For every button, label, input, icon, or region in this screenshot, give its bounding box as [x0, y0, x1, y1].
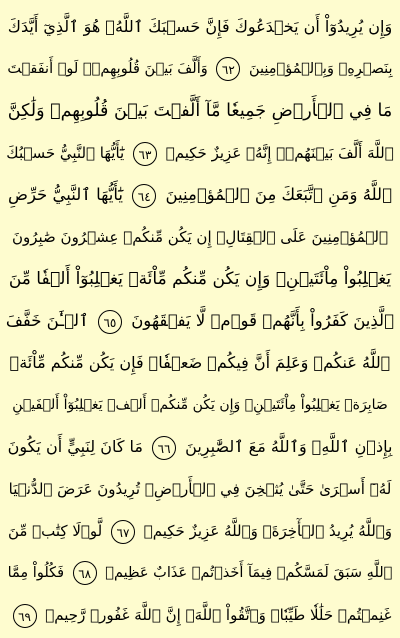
text-line-14 [6, 552, 394, 594]
text-line-5 [6, 174, 394, 216]
ayah-number-marker: ٦٢ [216, 57, 240, 81]
text-line-12 [6, 468, 394, 510]
text-line-4 [6, 132, 394, 174]
text-line-6 [6, 216, 394, 258]
text-line-9 [6, 342, 394, 384]
line-text: ٱلَّذِينَ كَفَرُواْ بِأَنَّهُمۡ قَوۡمٞ لَّا يَفۡقَهُونَ [131, 311, 394, 330]
line-text: بِنَصۡرِهِۦ وَبِٱلۡمُؤۡمِنِينَ [248, 61, 393, 77]
line-text: فَكُلُواْ مِمَّا [7, 565, 65, 581]
line-text: ٱلۡـَٰٔنَ خَفَّفَ [6, 311, 89, 330]
line-text: وَأَلَّفَ بَيۡنَ قُلُوبِهِمۡۚ لَوۡ أَنفَقۡتَ [7, 61, 208, 77]
ayah-number-marker: ٦٤ [132, 184, 156, 208]
line-text: لَهُۥٓ أَسۡرَىٰ حَتَّىٰ يُثۡخِنَ فِي ٱلۡأَرۡضِۚ تُرِيدُونَ عَرَضَ ٱلدُّنۡيَا [8, 480, 392, 498]
ayah-number-marker: ٦٨ [73, 561, 97, 585]
line-text: ٱللَّهِ سَبَقَ لَمَسَّكُمۡ فِيمَآ أَخَذۡتُمۡ عَذَابٌ عَظِيمٞ [105, 565, 393, 581]
line-text: ٱلۡمُؤۡمِنِينَ عَلَى ٱلۡقِتَالِۚ إِن يَكُن مِّنكُمۡ عِشۡرُونَ صَٰبِرُونَ [11, 228, 388, 246]
line-text: يَٰٓأَيُّهَا ٱلنَّبِيُّ حَرِّضِ [8, 185, 123, 204]
line-text: يَٰٓأَيُّهَا ٱلنَّبِيُّ حَسۡبُكَ [6, 144, 125, 162]
line-text: بِإِذۡنِ ٱللَّهِۗ وَٱللَّهُ مَعَ ٱلصَّٰبِرِينَ [185, 437, 393, 456]
line-text: ٱللَّهُ عَنكُمۡ وَعَلِمَ أَنَّ فِيكُمۡ ضَعۡفٗاۚ فَإِن يَكُن مِّنكُم مِّاْئَةٞ [9, 353, 391, 372]
text-line-2 [6, 48, 394, 90]
line-text: صَابِرَةٞ يَغۡلِبُواْ مِاْئَتَيۡنِۚ وَإِن يَكُن مِّنكُمۡ أَلۡفٞ يَغۡلِبُوٓاْ أَلۡفَيۡنِ [12, 397, 388, 413]
line-text: غَنِمۡتُمۡ حَلَٰلٗا طَيِّبٗاۚ وَٱتَّقُواْ ٱللَّهَۚ إِنَّ ٱللَّهَ غَفُورٞ رَّحِيمٞ [45, 606, 392, 624]
ayah-number-marker: ٦٧ [111, 520, 135, 544]
ayah-number-marker: ٦٥ [98, 310, 122, 334]
line-text: وَٱللَّهُ يُرِيدُ ٱلۡأٓخِرَةَۗ وَٱللَّهُ عَزِيزٌ حَكِيمٞ [143, 522, 393, 540]
line-text: مَا فِي ٱلۡأَرۡضِ جَمِيعٗا مَّآ أَلَّفۡتَ بَيۡنَ قُلُوبِهِمۡ وَلَٰكِنَّ [7, 101, 393, 121]
text-line-8 [6, 300, 394, 342]
ayah-number-marker: ٦٣ [133, 142, 157, 166]
line-text: ٱللَّهُ وَمَنِ ٱتَّبَعَكَ مِنَ ٱلۡمُؤۡمِنِينَ [165, 185, 392, 204]
line-text: لَّوۡلَا كِتَٰبٞ مِّنَ [7, 522, 103, 540]
text-line-7 [6, 258, 394, 300]
line-text: وَإِن يُرِيدُوٓاْ أَن يَخۡدَعُوكَ فَإِنَّ حَسۡبَكَ ٱللَّهُۚ هُوَ ٱلَّذِيٓ أَيَّدَكَ [7, 17, 393, 36]
text-line-10 [6, 384, 394, 426]
text-line-3 [6, 90, 394, 132]
line-text: يَغۡلِبُواْ مِاْئَتَيۡنِۚ وَإِن يَكُن مِّنكُم مِّاْئَةٞ يَغۡلِبُوٓاْ أَلۡفٗا مِّنَ [8, 269, 392, 289]
text-line-1 [6, 6, 394, 48]
text-line-15 [6, 594, 394, 636]
ayah-number-marker: ٦٩ [13, 604, 37, 628]
line-text: مَا كَانَ لِنَبِيٍّ أَن يَكُونَ [7, 437, 143, 456]
line-text: ٱللَّهَ أَلَّفَ بَيۡنَهُمۡۚ إِنَّهُۥ عَزِيزٌ حَكِيمٞ [165, 144, 394, 162]
page-text [6, 6, 394, 632]
text-line-13 [6, 510, 394, 552]
ayah-number-marker: ٦٦ [152, 436, 176, 460]
text-line-11 [6, 426, 394, 468]
